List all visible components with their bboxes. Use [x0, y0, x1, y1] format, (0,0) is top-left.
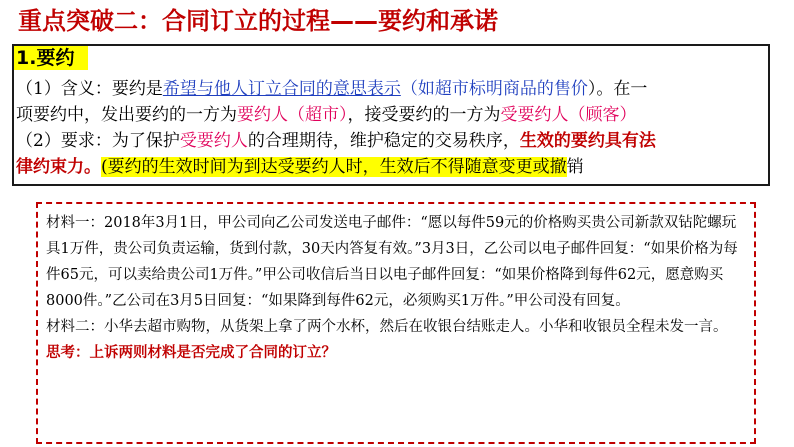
- definition-text: 希望与他人订立合同的意思表示: [162, 79, 401, 99]
- requirement-mid: 的合理期待，维护稳定的交易秩序，: [247, 131, 520, 151]
- definition-line: [16, 76, 647, 102]
- definition-cont-2: ，接受要约的一方为: [347, 105, 501, 125]
- requirement-line: [16, 128, 656, 154]
- think-question: 思考：上诉两则材料是否完成了合同的订立？: [46, 344, 336, 361]
- definition-cont-line: [16, 102, 637, 128]
- definition-example: （如超市标明商品的售价: [400, 79, 588, 99]
- material-one: 材料一：2018年3月1日，甲公司向乙公司发送电子邮件：“愿以每件59元的价格购买贵公司新款双钻陀螺玩具1万件，贵公司负责运输，货到付款，30天内答复有效。”3月3日，乙公司以电子邮件回复：“如果价格为每件65元，可以卖给贵公司1万件。”甲公司收信后当日以电子邮件回复：“如果价格降到每件62元，愿意购买8000件。”乙公司在3月5日回复：“如果降到每件62元，必须购买1万件。”甲公司没有回复。: [46, 215, 738, 309]
- offeree-term: 受要约人（顾客）: [500, 105, 637, 125]
- materials-box: [36, 202, 756, 444]
- material-two: 材料二：小华去超市购物，从货架上拿了两个水杯，然后在收银台结账走人。小华和收银员全程未发一言。: [46, 319, 728, 335]
- offer-section: [12, 44, 770, 186]
- effective-time-note: (要约的生效时间为到达受要约人时，生效后不得随意变更或撤: [101, 157, 567, 177]
- offeror-term: 要约人（超市）: [237, 105, 348, 125]
- section-heading: 1.要约: [14, 46, 88, 70]
- requirement-offeree: 受要约人: [179, 131, 248, 151]
- requirement-cont-line: [16, 154, 584, 180]
- definition-cont-1: 项要约中，发出要约的一方为: [16, 105, 237, 125]
- page-title: 重点突破二：合同订立的过程——要约和承诺: [18, 7, 498, 35]
- definition-tail: ）。在一: [587, 79, 648, 99]
- effective-time-tail: 销: [566, 157, 584, 177]
- requirement-label: （2）要求：为了保护: [16, 131, 180, 151]
- definition-label: （1）含义：要约是: [16, 79, 163, 99]
- requirement-effect: 生效的要约具有法: [519, 131, 656, 151]
- requirement-effect-cont: 律约束力。: [16, 157, 101, 177]
